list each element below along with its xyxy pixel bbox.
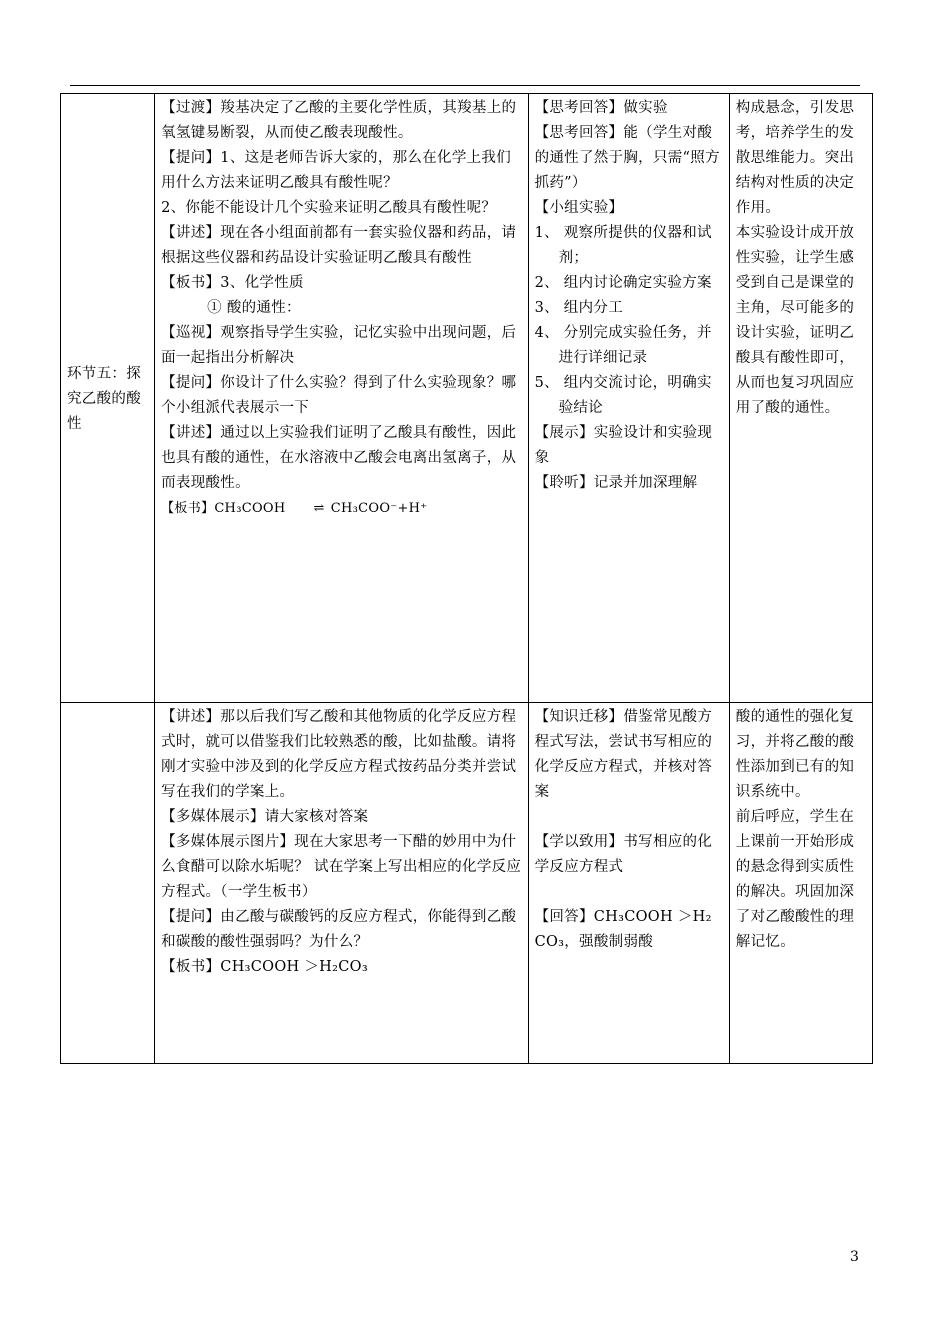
student-line: 【思考回答】做实验	[534, 100, 668, 116]
stage-label: 环节五：探究乙酸的酸性	[67, 365, 141, 432]
table-row	[61, 94, 873, 703]
teacher-line: 【讲述】那以后我们写乙酸和其他物质的化学反应方程式时，就可以借鉴我们比较熟悉的酸，比如盐酸。请将刚才实验中涉及到的化学反应方程式按药品分类并尝试写在我们的学案上。	[161, 709, 517, 800]
teacher-line: 【巡视】观察指导学生实验，记忆实验中出现问题，后面一起指出分析解决	[161, 325, 517, 366]
reversible-arrow-icon: ⇌	[313, 501, 325, 516]
teacher-activity-cell	[155, 94, 528, 703]
stage-cell	[61, 703, 155, 1064]
student-line: 【学以致用】书写相应的化学反应方程式	[534, 834, 713, 875]
teacher-line: 【提问】1、这是老师告诉大家的，那么在化学上我们用什么方法来证明乙酸具有酸性呢？	[161, 150, 512, 191]
page-number: 3	[850, 1249, 859, 1265]
design-intent-cell	[729, 94, 872, 703]
teacher-line: 【多媒体展示图片】现在大家思考一下醋的妙用中为什么食醋可以除水垢呢？ 试在学案上写出相应的化学反应方程式。（一学生板书）	[161, 834, 522, 900]
teacher-line: 【板书】CH₃COOH ＞H₂CO₃	[161, 959, 368, 975]
student-line: 【小组实验】	[534, 200, 624, 216]
student-line: 【思考回答】能（学生对酸的通性了然于胸，只需“照方抓药”）	[534, 125, 720, 191]
teacher-activity-cell	[155, 703, 528, 1064]
design-intent-cell	[729, 703, 872, 1064]
student-line	[535, 880, 723, 905]
student-step: 4、 分别完成实验任务，并进行详细记录	[534, 325, 712, 366]
equation-reactant: CH₃COOH	[214, 501, 286, 516]
student-line: 【展示】实验设计和实验现象	[534, 425, 713, 466]
student-line: 【聆听】记录并加深理解	[534, 475, 698, 491]
teacher-line: 2、你能不能设计几个实验来证明乙酸具有酸性呢？	[161, 200, 497, 216]
teacher-line: 【讲述】现在各小组面前都有一套实验仪器和药品，请根据这些仪器和药品设计实验证明乙酸具有酸性	[161, 225, 517, 266]
student-line	[535, 805, 723, 830]
intent-line: 前后呼应，学生在上课前一开始形成的悬念得到实质性的解决。巩固加深了对乙酸酸性的理解记忆。	[735, 809, 855, 950]
student-activity-cell	[528, 94, 729, 703]
student-line: 【知识迁移】借鉴常见酸方程式写法，尝试书写相应的化学反应方程式，并核对答案	[534, 709, 713, 800]
student-step: 2、 组内讨论确定实验方案	[534, 275, 712, 291]
teacher-line: 【提问】你设计了什么实验？得到了什么实验现象？哪个小组派代表展示一下	[161, 375, 517, 416]
teacher-line: 【过渡】羧基决定了乙酸的主要化学性质，其羧基上的氧氢键易断裂，从而使乙酸表现酸性。	[161, 100, 517, 141]
ionization-equation	[161, 496, 521, 521]
intent-line: 本实验设计成开放性实验，让学生感受到自己是课堂的主角，尽可能多的设计实验，证明乙酸具有酸性即可，从而也复习巩固应用了酸的通性。	[735, 225, 855, 416]
equation-label: 【板书】	[161, 501, 215, 516]
lesson-plan-table	[60, 93, 873, 1064]
teacher-line: 【提问】由乙酸与碳酸钙的反应方程式，你能得到乙酸和碳酸的酸性强弱吗？为什么？	[161, 909, 517, 950]
stage-cell	[61, 94, 155, 703]
intent-line: 构成悬念，引发思考，培养学生的发散思维能力。突出结构对性质的决定作用。	[735, 100, 855, 216]
equation-product: CH₃COO⁻+H⁺	[330, 501, 428, 516]
student-step: 3、 组内分工	[534, 300, 623, 316]
header-rule	[70, 85, 860, 86]
student-line: 【回答】CH₃COOH ＞H₂CO₃，强酸制弱酸	[534, 909, 712, 950]
teacher-line: 【讲述】通过以上实验我们证明了乙酸具有酸性，因此也具有酸的通性，在水溶液中乙酸会电离出氢离子，从而表现酸性。	[161, 425, 517, 491]
teacher-line: 【多媒体展示】请大家核对答案	[161, 809, 369, 825]
student-activity-cell	[528, 703, 729, 1064]
teacher-line: 【板书】3、化学性质	[161, 275, 304, 291]
intent-line: 酸的通性的强化复习，并将乙酸的酸性添加到已有的知识系统中。	[735, 709, 855, 800]
teacher-line: ① 酸的通性：	[207, 300, 301, 316]
student-step: 1、 观察所提供的仪器和试剂；	[534, 225, 712, 266]
table-row	[61, 703, 873, 1064]
student-step: 5、 组内交流讨论，明确实验结论	[534, 375, 712, 416]
